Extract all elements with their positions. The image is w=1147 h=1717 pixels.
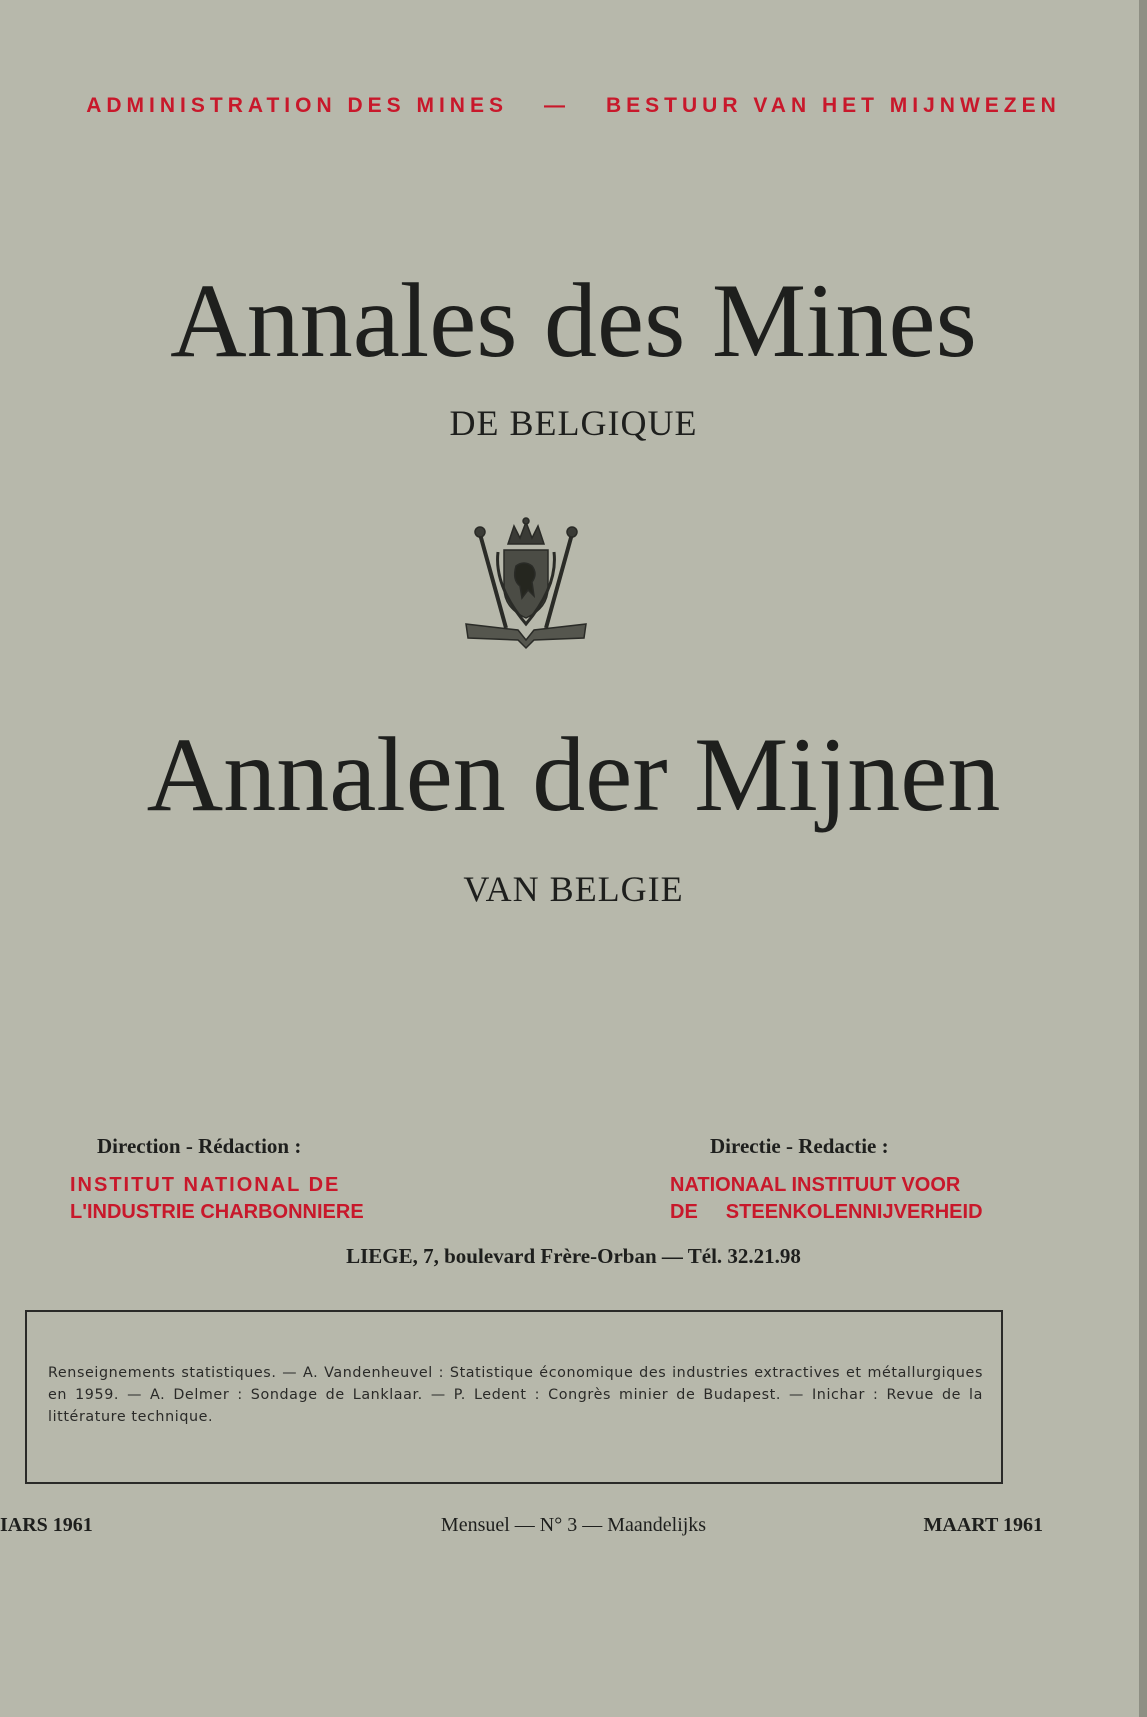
footer-issue: Mensuel — N° 3 — Maandelijks bbox=[440, 1514, 707, 1536]
institute-french-line2: L'INDUSTRIE CHARBONNIERE bbox=[70, 1201, 364, 1223]
footer-date-french: IARS 1961 bbox=[0, 1514, 93, 1536]
page-edge bbox=[1139, 0, 1147, 1717]
address-line: LIEGE, 7, boulevard Frère-Orban — Tél. 32.21.98 bbox=[346, 1244, 801, 1268]
institute-dutch-line2-main: STEENKOLENNIJVERHEID bbox=[725, 1201, 983, 1223]
institute-french-line1: INSTITUT NATIONAL DE bbox=[70, 1174, 341, 1196]
administration-header bbox=[0, 94, 1147, 118]
institute-french bbox=[70, 1172, 364, 1226]
footer-date-dutch: MAART 1961 bbox=[923, 1514, 1043, 1536]
french-title: Annales des Mines bbox=[170, 262, 977, 379]
french-subtitle: DE BELGIQUE bbox=[449, 403, 698, 443]
institute-dutch-line2-prefix: DE bbox=[670, 1201, 698, 1223]
institute-dutch bbox=[670, 1172, 983, 1226]
direction-label-dutch: Directie - Redactie : bbox=[710, 1134, 889, 1158]
belgian-coat-of-arms-icon bbox=[458, 516, 594, 650]
header-dutch: BESTUUR VAN HET MIJNWEZEN bbox=[606, 94, 1061, 117]
header-separator: — bbox=[544, 94, 570, 117]
dutch-subtitle: VAN BELGIE bbox=[463, 869, 684, 909]
header-french: ADMINISTRATION DES MINES bbox=[86, 94, 508, 117]
institute-dutch-line2 bbox=[670, 1199, 983, 1226]
direction-label-french: Direction - Rédaction : bbox=[97, 1134, 302, 1158]
institute-dutch-line1: NATIONAAL INSTITUUT VOOR bbox=[670, 1174, 961, 1196]
contents-text: Renseignements statistiques. — A. Vandenheuvel : Statistique économique des industries extractives et métallurgiques en 1959. — A. Delmer : Sondage de Lanklaar. — P. Ledent : Congrès minier de Budapest. — Inichar : Revue de la littérature technique. bbox=[48, 1365, 983, 1425]
dutch-title: Annalen der Mijnen bbox=[146, 716, 1001, 833]
